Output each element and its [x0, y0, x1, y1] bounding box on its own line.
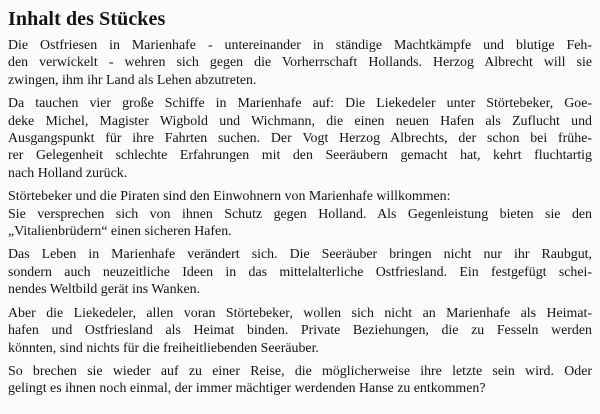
text-line: Sie versprechen sich von ihnen Schutz gegen Holland. Als Gegenleistung bieten sie den: [8, 206, 592, 222]
text-line: rer Gelegenheit schlechte Erfahrungen mit den Seeräubern gemacht hat, kehrt fluchtartig: [8, 148, 592, 164]
paragraph-4: [8, 246, 592, 298]
text-line: hafen und Ostfriesland als Heimat binden. Private Beziehungen, die zu Fesseln werden: [8, 323, 592, 339]
text-line: Die Ostfriesen in Marienhafe - untereinander in ständige Machtkämpfe und blutige Feh-: [8, 38, 592, 53]
text-line: Ausgangspunkt für ihre Fahrten suchen. Der Vogt Herzog Albrechts, der schon bei frühe-: [8, 131, 592, 147]
paragraph-2: [8, 95, 592, 182]
text-line: Aber die Liekedeler, allen voran Störtebeker, wollen sich nicht an Marienhafe als Heimat-: [8, 305, 592, 321]
paragraph-5: [8, 305, 592, 357]
text-line: könnten, sind nichts für die freiheitliebenden Seeräuber.: [8, 340, 319, 356]
text-line: den verwickelt - wehren sich gegen die Vorherrschaft Hollands. Herzog Albrecht will sie: [8, 55, 592, 71]
document-title: Inhalt des Stückes: [8, 8, 166, 30]
text-line: Da tauchen vier große Schiffe in Marienhafe auf: Die Liekedeler unter Störtebeker, Goe-: [8, 96, 592, 112]
text-line: Das Leben in Marienhafe verändert sich. Die Seeräuber bringen nicht nur ihr Raubgut,: [8, 247, 592, 263]
text-line: sondern auch neuzeitliche Ideen in das mittelalterliche Ostfriesland. Ein festgefügt schei-: [8, 264, 592, 280]
paragraph-3: [8, 188, 592, 240]
text-line: „Vitalienbrüdern“ einen sicheren Hafen.: [8, 224, 232, 240]
paragraph-6: [8, 363, 592, 398]
paragraph-1: [8, 37, 592, 89]
text-line: gelingt es ihnen noch einmal, der immer mächtiger werdenden Hanse zu entkommen?: [8, 381, 486, 397]
text-line: nach Holland zurück.: [8, 165, 128, 181]
text-line: Störtebeker und die Piraten sind den Einwohnern von Marienhafe willkommen:: [8, 189, 451, 205]
text-line: zwingen, ihm ihr Land als Lehen abzutreten.: [8, 72, 257, 88]
text-line: deke Michel, Magister Wigbold und Wichmann, die einen neuen Hafen als Zuflucht und: [8, 113, 592, 129]
text-line: So brechen sie wieder auf zu einer Reise, die möglicherweise ihre letzte sein wird. Oder: [8, 363, 592, 379]
text-line: nendes Weltbild gerät ins Wanken.: [8, 282, 201, 298]
